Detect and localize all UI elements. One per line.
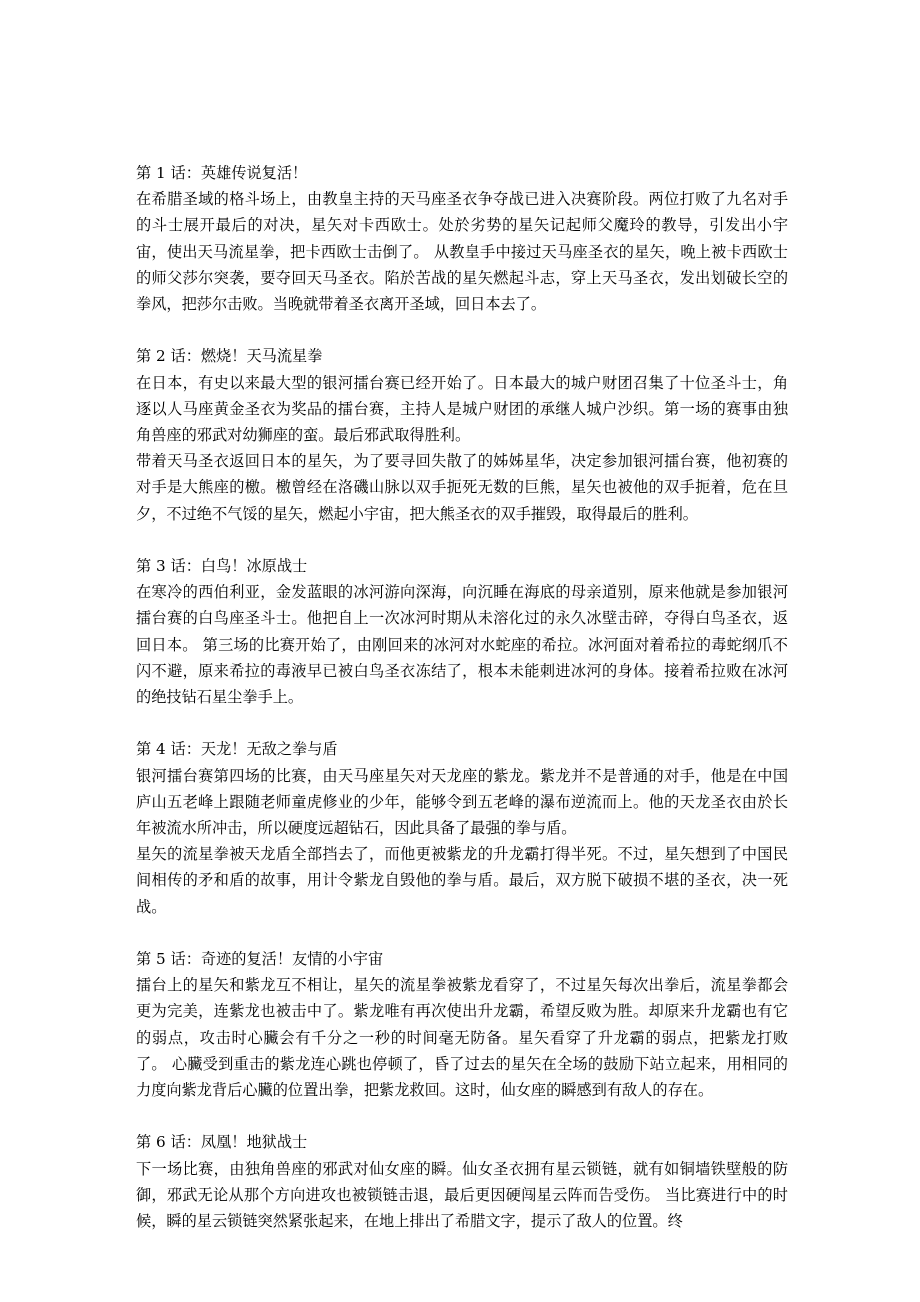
episode-title: 第 3 话：白鸟！冰原战士: [136, 557, 308, 576]
episode-paragraph: 擂台上的星矢和紫龙互不相让，星矢的流星拳被紫龙看穿了，不过星矢每次出拳后，流星拳都会更为完美，连紫龙也被击中了。紫龙唯有再次使出升龙霸，希望反败为胜。却原来升龙霸也有它的弱点，攻击时心臟会有千分之一秒的时间毫无防备。星矢看穿了升龙霸的弱点，把紫龙打败了。 心臟受到重击的紫龙连心跳也停顿了，昏了过去的星矢在全场的鼓励下站立起来，用相同的力度向紫龙背后心臟的位置出拳，把紫龙救回。这时，仙女座的瞬感到有敌人的存在。: [136, 976, 788, 1100]
document-page: [136, 160, 788, 1234]
episode-title: 第 2 话：燃烧！天马流星拳: [136, 347, 323, 366]
episode-paragraph: 在寒冷的西伯利亚，金发蓝眼的冰河游向深海，向沉睡在海底的母亲道别，原来他就是参加银河擂台赛的白鸟座圣斗士。他把自上一次冰河时期从未溶化过的永久冰壁击碎，夺得白鸟圣衣，返回日本。 第三场的比赛开始了，由刚回来的冰河对水蛇座的希拉。冰河面对着希拉的毒蛇纲爪不闪不避，原来希拉的毒液早已被白鸟圣衣冻结了，根本未能刺进冰河的身体。接着希拉败在冰河的绝技钻石星尘拳手上。: [136, 583, 788, 707]
episode-2: [136, 343, 788, 526]
episode-title: 第 1 话：英雄传说复活！: [136, 164, 308, 182]
episode-title: 第 4 话：天龙！无敌之拳与盾: [136, 740, 338, 759]
episode-paragraph: 下一场比赛，由独角兽座的邪武对仙女座的瞬。仙女圣衣拥有星云锁链，就有如铜墙铁壁般的防御，邪武无论从那个方向进攻也被锁链击退，最后更因硬闯星云阵而告受伤。 当比赛进行中的时候，瞬的星云锁链突然紧张起来，在地上排出了希腊文字，提示了敌人的位置。终: [136, 1159, 788, 1231]
episode-paragraph: 银河擂台赛第四场的比赛，由天马座星矢对天龙座的紫龙。紫龙并不是普通的对手，他是在中国庐山五老峰上跟随老师童虎修业的少年，能够令到五老峰的瀑布逆流而上。他的天龙圣衣由於长年被流水所冲击，所以硬度远超钻石，因此具备了最强的拳与盾。: [136, 766, 788, 838]
episode-title: 第 5 话：奇迹的复活！友情的小宇宙: [136, 950, 384, 969]
episode-paragraph: 在日本，有史以来最大型的银河擂台赛已经开始了。日本最大的城户财团召集了十位圣斗士，角逐以人马座黄金圣衣为奖品的擂台赛，主持人是城户财团的承继人城户沙织。第一场的赛事由独角兽座的邪武对幼狮座的蛮。最后邪武取得胜利。: [136, 373, 788, 445]
episode-4: [136, 736, 788, 919]
episode-paragraph: 在希腊圣域的格斗场上，由教皇主持的天马座圣衣争夺战已进入决赛阶段。两位打败了九名对手的斗士展开最后的对决，星矢对卡西欧士。处於劣势的星矢记起师父魔玲的教导，引发出小宇宙，使出天马流星拳，把卡西欧士击倒了。 从教皇手中接过天马座圣衣的星矢，晚上被卡西欧士的师父莎尔突袭，要夺回天马圣衣。陷於苦战的星矢燃起斗志，穿上天马圣衣，发出划破长空的拳风，把莎尔击败。当晚就带着圣衣离开圣域，回日本去了。: [136, 190, 788, 314]
episode-paragraph: 星矢的流星拳被天龙盾全部挡去了，而他更被紫龙的升龙霸打得半死。不过，星矢想到了中国民间相传的矛和盾的故事，用计令紫龙自毁他的拳与盾。最后，双方脱下破损不堪的圣衣，决一死战。: [136, 845, 788, 916]
episode-5: [136, 946, 788, 1103]
episode-3: [136, 553, 788, 710]
episode-6: [136, 1129, 788, 1234]
episode-paragraph: 带着天马圣衣返回日本的星矢，为了要寻回失散了的姊姊星华，决定参加银河擂台赛，他初赛的对手是大熊座的檄。檄曾经在洛磯山脉以双手扼死无数的巨熊，星矢也被他的双手扼着，危在旦夕，不过绝不气馁的星矢，燃起小宇宙，把大熊圣衣的双手摧毁，取得最后的胜利。: [136, 452, 788, 523]
episode-1: [136, 160, 788, 317]
episode-title: 第 6 话：凤凰！地狱战士: [136, 1133, 308, 1152]
